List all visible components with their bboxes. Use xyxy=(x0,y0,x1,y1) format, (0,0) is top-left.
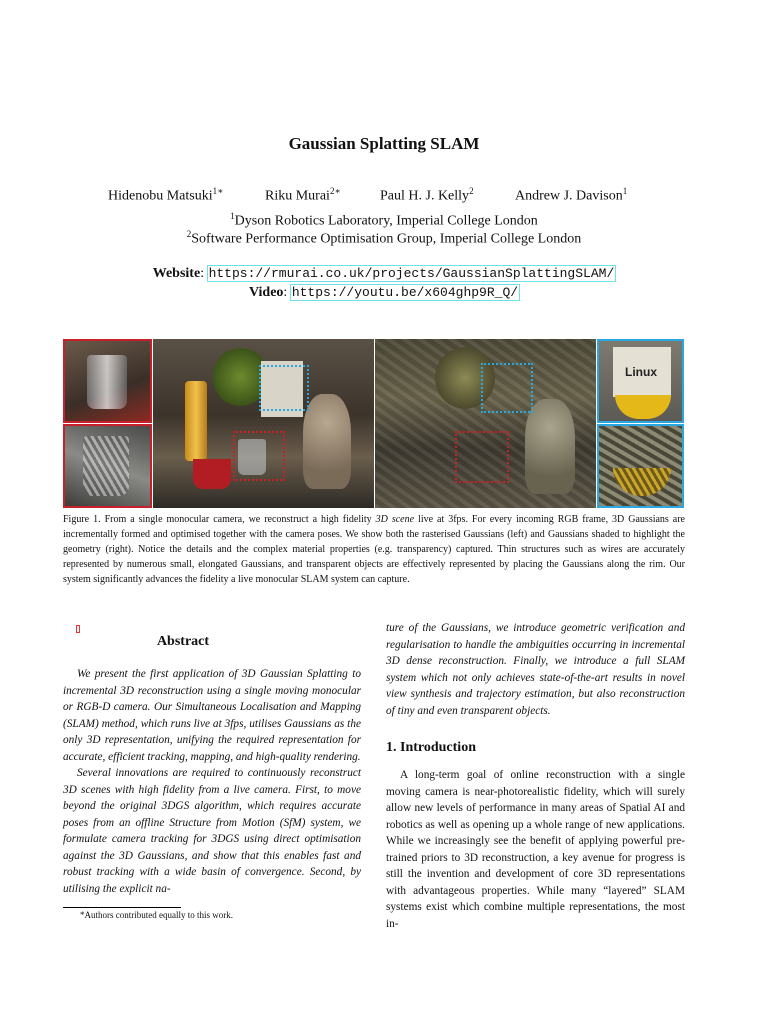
intro-paragraph-1: A long-term goal of online reconstruction with a single moving camera is near-photorealistic fidelity, which will surely allow new levels of performance in many areas of Spatial AI and robotics as well as opening up a whole range of new applications. While we increasingly see the benefit of applying powerful pre-trained priors to 3D reconstruction, a key avenue for progress is still the invention and development of core 3D representations with advantageous properties. While many “layered” SLAM systems exist which combine multiple representations, the most in- xyxy=(386,769,685,930)
dashed-box-red-geometry xyxy=(455,431,509,483)
affiliation-1: $^1$Dyson Robotics Laboratory, Imperial College London xyxy=(230,211,538,229)
intro-text xyxy=(386,767,685,932)
inset-linux-bottom xyxy=(597,424,684,508)
inset-linux-top xyxy=(597,339,684,423)
author-3: Paul H. J. Kelly$^2$ xyxy=(380,186,474,204)
author-1: Hidenobu Matsuki$^{1∗}$ xyxy=(108,186,224,204)
rasterised-scene xyxy=(153,339,374,508)
annotation-marker xyxy=(76,625,80,633)
dashed-box-blue xyxy=(259,365,309,411)
geometry-scene xyxy=(375,339,596,508)
video-link[interactable]: https://youtu.be/x604ghp9R_Q/ xyxy=(291,285,519,300)
intro-heading: 1. Introduction xyxy=(386,740,476,755)
dashed-box-blue-geometry xyxy=(481,363,533,413)
author-2: Riku Murai$^{2∗}$ xyxy=(265,186,341,204)
abstract-paragraph-2: Several innovations are required to continuously reconstruct 3D scenes with high fidelity from a live camera. First, to move beyond the original 3DGS algorithm, which requires accurate poses from an offline Structure from Motion (SfM) system, we formulate camera tracking for 3DGS using direct optimisation against the 3D Gaussians, and show that this enables fast and robust tracking with a wide basin of convergence. Second, by utilising the explicit na- xyxy=(63,767,361,895)
figure-1 xyxy=(63,339,684,508)
footnote: *Authors contributed equally to this work. xyxy=(80,910,233,920)
dashed-box-red xyxy=(233,431,285,481)
abstract-heading: Abstract xyxy=(156,634,210,649)
website-line: Website: https://rmurai.co.uk/projects/GaussianSplattingSLAM/ xyxy=(152,266,615,281)
abstract-paragraph-1: We present the first application of 3D Gaussian Splatting to incremental 3D reconstruction using a single moving monocular or RGB-D camera. Our Simultaneous Localisation and Mapping (SLAM) method, which runs live at 3fps, utilises Gaussians as the only 3D representation, unifying the required representation for accurate, efficient tracking, mapping, and high-quality rendering. xyxy=(63,668,361,763)
figure-caption: Figure 1. From a single monocular camera, we reconstruct a high fidelity 3D scene live at 3fps. For every incoming RGB frame, 3D Gaussians are incrementally formed and optimised together with the camera poses. We show both the rasterised Gaussians (left) and Gaussians shaded to highlight the geometry (right). Notice the details and the complex material properties (e.g. transparency) captured. Thin structures such as wires are accurately represented by numerous small, elongated Gaussians, and transparent objects are effectively represented by placing the Gaussians along the rim. Our system significantly advances the fidelity a live monocular SLAM system can capture. xyxy=(63,514,685,585)
website-link[interactable]: https://rmurai.co.uk/projects/GaussianSplattingSLAM/ xyxy=(208,266,615,281)
affiliation-2: $^2$Software Performance Optimisation Group, Imperial College London xyxy=(186,229,582,247)
abstract-text xyxy=(63,666,361,897)
author-4: Andrew J. Davison$^1$ xyxy=(515,186,628,204)
inset-glass-top xyxy=(63,339,152,423)
inset-linux-label: Linux xyxy=(625,365,657,379)
abstract-continuation: ture of the Gaussians, we introduce geometric verification and regularisation to handle the ambiguities occurring in incremental 3D dense reconstruction. Finally, we introduce a full SLAM system which not only achieves state-of-the-art results in novel view synthesis and trajectory estimation, but also reconstruction of tiny and even transparent objects. xyxy=(386,622,685,717)
paper-title: Gaussian Splatting SLAM xyxy=(288,134,480,153)
video-line: Video: https://youtu.be/x604ghp9R_Q/ xyxy=(248,285,519,300)
footnote-rule xyxy=(63,907,181,908)
inset-glass-bottom xyxy=(63,424,152,508)
